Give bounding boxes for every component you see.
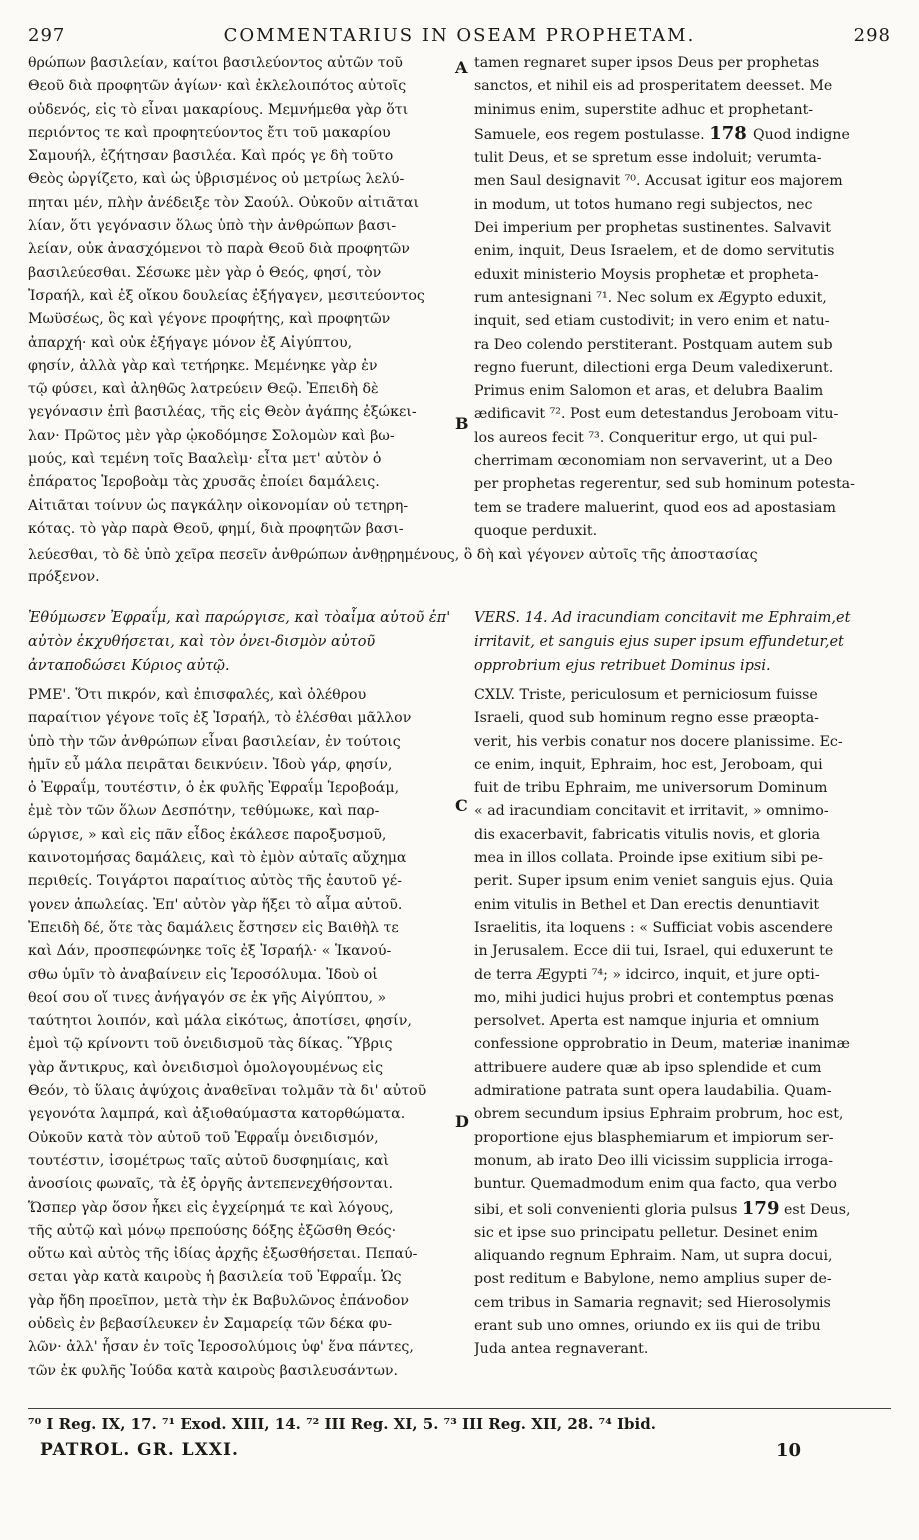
latin-line: rum antesignani ⁷¹. Nec solum ex Ægypto eduxit, bbox=[474, 289, 827, 306]
greek-line: Σαμουήλ, ἐζήτησαν βασιλέα. Καὶ πρός γε δὴ τοῦτο bbox=[28, 148, 394, 165]
signature-number: 10 bbox=[775, 1440, 801, 1461]
latin-line: enim, inquit, Deus Israelem, et de domo servitutis bbox=[474, 243, 835, 260]
greek-line: τῷ φύσει, καὶ ἀληθῶς λατρεύειν Θεῷ. Ἐπειδὴ δὲ bbox=[28, 381, 379, 398]
latin-line: proportione ejus blasphemiarum et impiorum ser- bbox=[474, 1129, 834, 1146]
latin-line: persolvet. Aperta est namque injuria et omnium bbox=[474, 1013, 820, 1030]
latin-line: cherrimam œconomiam non servaverint, ut a Deo bbox=[474, 453, 833, 470]
latin-line: ra Deo colendo perstiterant. Postquam autem sub bbox=[474, 336, 833, 353]
greek-line: τῆς αὐτῷ καὶ μόνῳ πρεπούσης δόξης ἐξῶσθη Θεός· bbox=[28, 1222, 397, 1239]
latin-column-bottom bbox=[474, 684, 894, 1362]
greek-line: Αἰτιᾶται τοίνυν ὡς παγκάλην οἰκονομίαν οὐ τετηρη- bbox=[28, 497, 409, 514]
latin-line: dis exacerbavit, fabricatis vitulis novis, et gloria bbox=[474, 826, 821, 843]
greek-line: καὶ Δάν, προσπεφώνηκε τοῖς ἐξ Ἰσραήλ· « Ἱκανού- bbox=[28, 943, 392, 960]
column-number-179: 179 bbox=[741, 1197, 780, 1219]
latin-line: mea in illos collata. Proinde ipse exitium sibi pe- bbox=[474, 850, 823, 867]
greek-line: γὰρ ἤδη προεῖπον, μετὰ τὴν ἐκ Βαβυλῶνος ἐπάνοδον bbox=[28, 1292, 409, 1309]
latin-line: admiratione patrata sunt opera laudabilia. Quam- bbox=[474, 1083, 832, 1100]
latin-line: per prophetas regerentur, sed sub hominum potesta- bbox=[474, 476, 855, 493]
greek-line: Θεὸς ὠργίζετο, καὶ ὡς ὑβρισμένος οὐ μετρίως λελύ- bbox=[28, 171, 405, 188]
verse-latin-line: et irritavit, et sanguis ejus super ipsum effundetur, bbox=[474, 610, 851, 650]
patrologia-signature: PATROL. GR. LXXI. bbox=[40, 1440, 239, 1460]
greek-line: ἡμῖν εὖ μάλα πειρᾶται δεικνύειν. Ἰδοὺ γάρ, φησίν, bbox=[28, 756, 393, 773]
running-title: COMMENTARIUS IN OSEAM PROPHETAM. bbox=[223, 24, 696, 46]
greek-line: Οὐκοῦν κατὰ τὸν αὐτοῦ τοῦ Ἐφραΐμ ὀνειδισμόν, bbox=[28, 1129, 379, 1146]
latin-line: tem se tradere maluerint, quod eos ad apostasiam bbox=[474, 499, 836, 516]
column-number-178: 178 bbox=[709, 122, 754, 144]
greek-line: ὁ Ἐφραΐμ, τουτέστιν, ὁ ἐκ φυλῆς Ἐφραΐμ Ἱεροβοάμ, bbox=[28, 780, 400, 797]
latin-line: Primus enim Salomon et aras, et delubra Baalim bbox=[474, 383, 824, 400]
greek-line: γεγόνασιν ἐπὶ βασιλέας, τῆς εἰς Θεὸν ἀγάπης ἐξώκει- bbox=[28, 404, 417, 421]
latin-line: de terra Ægypti ⁷⁴; » idcirco, inquit, et jure opti- bbox=[474, 966, 820, 983]
greek-line: γεγονότα λαμπρά, καὶ ἀξιοθαύμαστα κατορθώματα. bbox=[28, 1106, 406, 1123]
greek-line: ἐμοὶ τῷ κρίνοντι τοῦ ὀνειδισμοῦ τὰς δίκας. Ὕβρις bbox=[28, 1036, 393, 1053]
verse-latin-line: et opprobrium ejus retribuet Dominus ipsi. bbox=[474, 634, 844, 674]
latin-line: confessione opprobratio in Deum, materiæ inanimæ bbox=[474, 1036, 850, 1053]
greek-line: μούς, καὶ τεμένη τοῖς Βααλεὶμ· εἶτα μετ' αὐτὸν ὁ bbox=[28, 451, 382, 468]
latin-line: CXLV. Triste, periculosum et perniciosum fuisse bbox=[474, 687, 818, 703]
latin-line: enim vitulis in Bethel et Dan erectis denuntiavit bbox=[474, 896, 820, 913]
latin-line: quoque perduxit. bbox=[474, 522, 598, 539]
greek-line: λείαν, οὐκ ἀνασχόμενοι τὸ παρὰ Θεοῦ διὰ προφητῶν bbox=[28, 241, 410, 258]
latin-line: Israelitis, ita loquens : « Sufficiat vobis ascendere bbox=[474, 919, 833, 936]
verse-greek-line: δισμὸν αὐτοῦ ἀνταποδώσει Κύριος αὐτῷ. bbox=[28, 634, 376, 674]
latin-line: inquit, sed etiam custodivit; in vero enim et natu- bbox=[474, 313, 830, 330]
latin-line-tail: est Deus, bbox=[783, 1201, 851, 1218]
latin-line: buntur. Quemadmodum enim qua facto, qua verbo bbox=[474, 1176, 837, 1193]
latin-line: los aureos fecit ⁷³. Conqueritur ergo, ut qui pul- bbox=[474, 429, 818, 446]
greek-line: βασιλεύεσθαι. Σέσωκε μὲν γὰρ ὁ Θεός, φησί, τὸν bbox=[28, 264, 382, 281]
greek-line: γονεν ἀπωλείας. Ἐπ' αὐτὸν γὰρ ἥξει τὸ αἷμα αὐτοῦ. bbox=[28, 896, 403, 913]
greek-column-top bbox=[28, 52, 452, 541]
greek-line: ἐμὲ τὸν τῶν ὅλων Δεσπότην, τεθύμωκε, καὶ παρ- bbox=[28, 803, 380, 820]
latin-line: regno fuerunt, dilectioni erga Deum valedixerunt. bbox=[474, 359, 834, 376]
greek-line: ἐπάρατος Ἱεροβοὰμ τὰς χρυσᾶς ἐποίει δαμάλεις. bbox=[28, 474, 380, 491]
latin-line: Israeli, quod sub hominum regno esse præopta- bbox=[474, 710, 819, 727]
greek-line: περιθείς. Τοιγάρτοι παραίτιος αὐτὸς τῆς ἑαυτοῦ γέ- bbox=[28, 873, 403, 890]
greek-line: οὐδεὶς ἐν βεβασίλευκεν ἐν Σαμαρείᾳ τῶν δέκα φυ- bbox=[28, 1316, 392, 1333]
right-page-number: 298 bbox=[853, 24, 891, 46]
greek-line: ὑπὸ τὴν τῶν ἀνθρώπων εἶναι βασιλείαν, ἐν τούτοις bbox=[28, 733, 401, 750]
latin-line: obrem secundum ipsius Ephraim probrum, hoc est, bbox=[474, 1106, 844, 1123]
margin-marker-d: D bbox=[455, 1112, 469, 1131]
latin-line: attribuere audere quæ ab ipso splendide et cum bbox=[474, 1059, 822, 1076]
greek-line: Ἰσραήλ, καὶ ἐξ οἴκου δουλείας ἐξήγαγεν, μεσιτεύοντος bbox=[28, 287, 425, 304]
latin-line: erant sub uno omnes, oriundo ex iis qui de tribu bbox=[474, 1318, 821, 1335]
running-header bbox=[28, 18, 891, 52]
verse-greek bbox=[28, 606, 452, 678]
margin-marker-a: A bbox=[455, 58, 468, 77]
latin-line: Samuele, eos regem postulasse. 178 Quod indigne bbox=[474, 122, 850, 144]
latin-line: minimus enim, superstite adhuc et prophetant- bbox=[474, 101, 814, 118]
greek-continuation-line-2: πρόξενον. bbox=[28, 569, 100, 585]
verse-greek-line: αἷμα αὐτοῦ ἐπ' αὐτὸν ἐκχυθήσεται, καὶ τὸν ὀνει- bbox=[28, 610, 451, 650]
latin-line: sic et ipse suo principatu pelletur. Desinet enim bbox=[474, 1224, 818, 1241]
greek-line: θρώπων βασιλείαν, καίτοι βασιλεύοντος αὐτῶν τοῦ bbox=[28, 55, 403, 71]
greek-line: καινοτομήσας δαμάλεις, καὶ τὸ ἐμὸν αὐταῖς αὔχημα bbox=[28, 850, 407, 867]
latin-line: perit. Super ipsum enim veniet sanguis ejus. Quia bbox=[474, 873, 834, 890]
footnotes: ⁷⁰ I Reg. IX, 17. ⁷¹ Exod. XIII, 14. ⁷² III Reg. XI, 5. ⁷³ III Reg. XII, 28. ⁷⁴ Ibid. bbox=[28, 1408, 891, 1433]
latin-line: « ad iracundiam concitavit et irritavit, » omnimo- bbox=[474, 803, 829, 820]
latin-line-tail: Quod indigne bbox=[753, 126, 850, 143]
latin-line: post reditum e Babylone, nemo amplius super de- bbox=[474, 1271, 832, 1288]
greek-line: Ἐπειδὴ δέ, ὅτε τὰς δαμάλεις ἔστησεν εἰς Βαιθὴλ τε bbox=[28, 919, 399, 936]
verse-latin bbox=[474, 606, 894, 678]
greek-line: περιόντος τε καὶ προφητεύοντος ἔτι τοῦ μακαρίου bbox=[28, 124, 391, 141]
greek-line: οὐδενός, εἰς τὸ εἶναι μακαρίους. Μεμνήμεθα γὰρ ὅτι bbox=[28, 101, 409, 118]
greek-line: Ὥσπερ γὰρ ὅσον ἧκει εἰς ἐγχείρημά τε καὶ λόγους, bbox=[28, 1199, 394, 1216]
latin-line: mo, mihi judici hujus probri et contemptus pœnas bbox=[474, 989, 834, 1006]
margin-marker-b: B bbox=[455, 414, 469, 433]
greek-column-bottom bbox=[28, 684, 452, 1383]
greek-line: θεοί σου οἵ τινες ἀνήγαγόν σε ἐκ γῆς Αἰγύπτου, » bbox=[28, 989, 387, 1006]
greek-line: οὕτω καὶ αὐτὸς τῆς ἰδίας ἀρχῆς ἐξωσθήσεται. Πεπαύ- bbox=[28, 1246, 418, 1263]
greek-line: σεται γὰρ κατὰ καιροὺς ἡ βασιλεία τοῦ Ἐφραΐμ. Ὡς bbox=[28, 1269, 402, 1286]
latin-line: sibi, et soli convenienti gloria pulsus 179 est Deus, bbox=[474, 1197, 851, 1219]
greek-continuation-line: λεύεσθαι, τὸ δὲ ὑπὸ χεῖρα πεσεῖν ἀνθρώπων ἀνθῃρημένους, ὃ δὴ καὶ γέγονεν αὐτοῖς τῆς ἀποστασίας bbox=[28, 547, 758, 563]
greek-line: λῶν· ἀλλ' ἦσαν ἐν τοῖς Ἱεροσολύμοις ὑφ' ἕνα πάντες, bbox=[28, 1339, 414, 1356]
greek-line: σθω ὑμῖν τὸ ἀναβαίνειν εἰς Ἱεροσόλυμα. Ἰδοὺ οἱ bbox=[28, 966, 378, 983]
verse-latin-line: VERS. 14. Ad iracundiam concitavit me Ephraim, bbox=[474, 610, 836, 626]
verse-greek-line: Ἐθύμωσεν Ἐφραΐμ, καὶ παρώργισε, καὶ τὸ bbox=[28, 610, 341, 626]
latin-line: tulit Deus, et se spretum esse indoluit; verumta- bbox=[474, 150, 822, 167]
greek-line: λίαν, ὅτι γεγόνασιν ὅλως ὑπὸ τὴν ἀνθρώπων βασι- bbox=[28, 218, 397, 235]
greek-line: κότας. τὸ γὰρ παρὰ Θεοῦ, φημί, διὰ προφητῶν βασι- bbox=[28, 520, 404, 537]
latin-line: Dei imperium per prophetas sustinentes. Salvavit bbox=[474, 220, 831, 237]
latin-line: ce enim, inquit, Ephraim, hoc est, Jeroboam, qui bbox=[474, 756, 823, 773]
greek-line: γὰρ ἄντικρυς, καὶ ὀνειδισμοὶ ὁμολογουμένως εἰς bbox=[28, 1059, 384, 1076]
greek-line: ώργισε, » καὶ εἰς πᾶν εἶδος ἐκάλεσε παροξυσμοῦ, bbox=[28, 826, 387, 843]
greek-line: ἀπαρχή· καὶ οὐκ ἐξήγαγε μόνον ἐξ Αἰγύπτου, bbox=[28, 334, 353, 351]
latin-line: in modum, ut totos humano regi subjectos, nec bbox=[474, 196, 813, 213]
latin-line: cem tribus in Samaria regnavit; sed Hierosolymis bbox=[474, 1294, 831, 1311]
left-page-number: 297 bbox=[28, 24, 66, 46]
greek-line: Μωϋσέως, ὃς καὶ γέγονε προφήτης, καὶ προφητῶν bbox=[28, 311, 391, 328]
greek-line: Θεόν, τὸ ὕλαις ἀψύχοις ἀναθεῖναι τολμᾶν τὰ δι' αὐτοῦ bbox=[28, 1083, 427, 1100]
greek-line: ταύτητοι λοιπόν, καὶ μάλα εἰκότως, ἀποτίσει, φησίν, bbox=[28, 1013, 412, 1030]
latin-line: eduxit ministerio Moysis prophetæ et propheta- bbox=[474, 266, 819, 283]
latin-line: aliquando regnum Ephraim. Nam, ut supra docui, bbox=[474, 1248, 833, 1265]
latin-line: verit, his verbis conatur nos docere planissime. Ec- bbox=[474, 733, 843, 750]
latin-line: Juda antea regnaverant. bbox=[474, 1341, 649, 1358]
latin-line: monum, ab irato Deo illi vicissim supplicia irroga- bbox=[474, 1152, 833, 1169]
latin-line: men Saul designavit ⁷⁰. Accusat igitur eos majorem bbox=[474, 173, 843, 190]
margin-marker-c: C bbox=[455, 796, 468, 815]
greek-line: ἀνοσίοις φωναῖς, τὰ ἐξ ὀργῆς ἀντεπενεχθήσονται. bbox=[28, 1176, 394, 1193]
latin-line: in Jerusalem. Ecce dii tui, Israel, qui eduxerunt te bbox=[474, 943, 834, 960]
latin-column-top bbox=[474, 52, 894, 543]
greek-line: ΡΜΕ'. Ὅτι πικρόν, καὶ ἐπισφαλές, καὶ ὀλέθρου bbox=[28, 687, 367, 703]
latin-line: fuit de tribu Ephraim, me universorum Dominum bbox=[474, 780, 828, 797]
greek-line: τῶν ἐκ φυλῆς Ἰούδα κατὰ καιροὺς βασιλευσάντων. bbox=[28, 1362, 399, 1379]
greek-line: τουτέστιν, ἰσομέτρως ταῖς αὐτοῦ δυσφημίαις, καὶ bbox=[28, 1152, 389, 1169]
greek-line: φησίν, ἀλλὰ γὰρ καὶ τετήρηκε. Μεμένηκε γὰρ ἐν bbox=[28, 357, 378, 374]
latin-line: tamen regnaret super ipsos Deus per prophetas bbox=[474, 55, 820, 71]
greek-line: πηται μέν, πλὴν ἀνέδειξε τὸν Σαούλ. Οὐκοῦν αἰτιᾶται bbox=[28, 194, 420, 211]
latin-line: sanctos, et nihil eis ad prosperitatem deesset. Me bbox=[474, 78, 833, 95]
greek-line: Θεοῦ διὰ προφητῶν ἁγίων· καὶ ἐκλελοιπότος αὐτοῖς bbox=[28, 78, 407, 95]
greek-line: παραίτιον γέγονε τοῖς ἐξ Ἰσραήλ, τὸ ἑλέσθαι μᾶλλον bbox=[28, 710, 412, 727]
greek-line: λαν· Πρῶτος μὲν γὰρ ᾠκοδόμησε Σολομὼν καὶ βω- bbox=[28, 427, 395, 444]
latin-line: ædificavit ⁷². Post eum detestandus Jeroboam vitu- bbox=[474, 406, 839, 423]
